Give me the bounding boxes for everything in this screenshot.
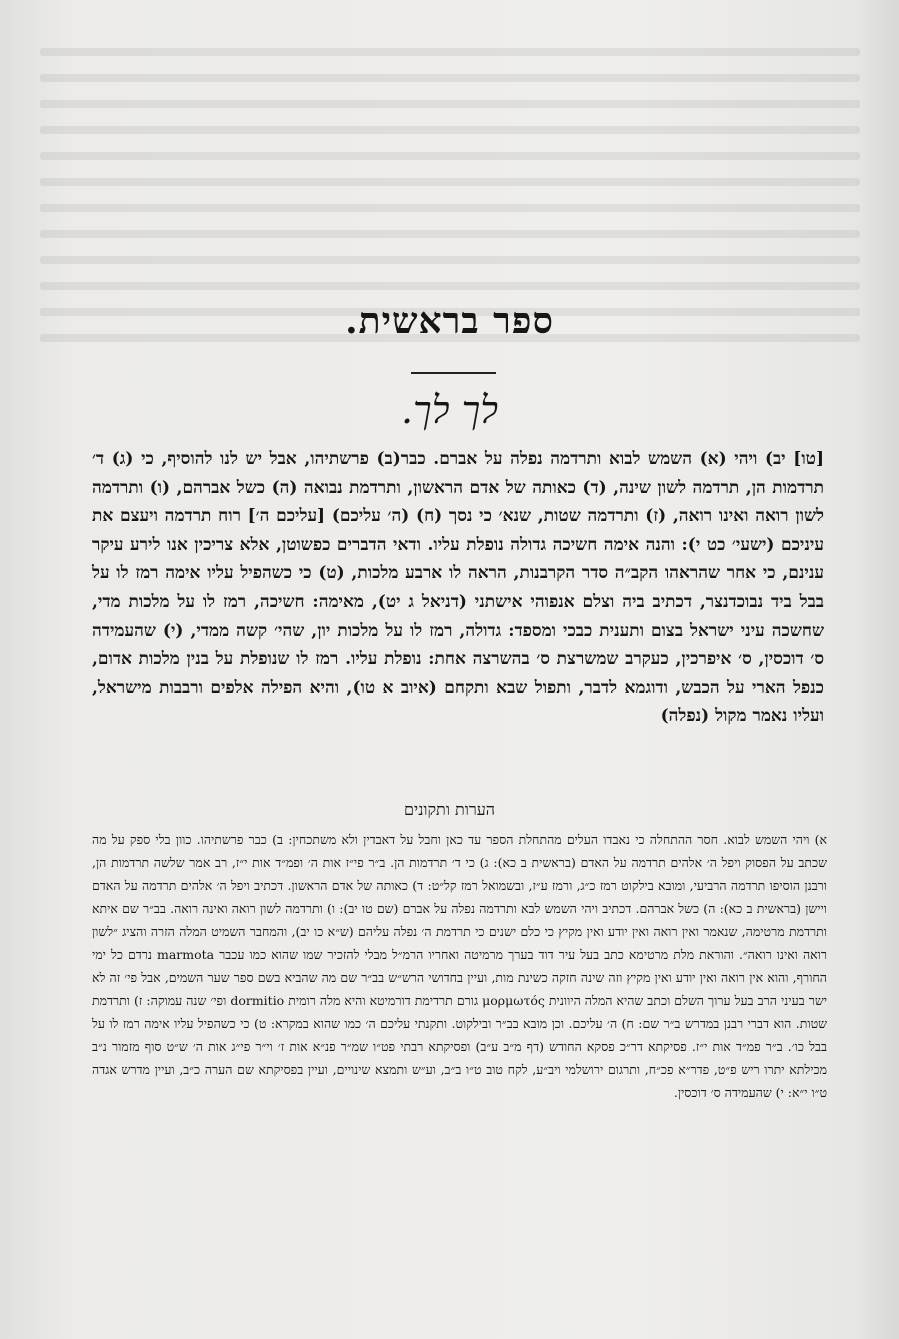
main-text <box>92 445 824 731</box>
page-edge-shadow <box>854 0 899 1339</box>
notes-heading: הערות ותקונים <box>404 800 495 819</box>
notes-section <box>92 828 827 1104</box>
main-paragraph: [טו] יב) ויהי (א) השמש לבוא ותרדמה נפלה על אברם. כבר(ב) פרשתיהו, אבל יש לנו להוסיף, כי (ג) ד׳ תרדמות הן, תרדמה לשון שינה, (ד) כאותה של אדם הראשון, ותרדמת נבואה (ה) כשל אברהם, (ו) ותרדמה לשון רואה ואינו רואה, (ז) ותרדמה שטות, שנא׳ כי נסך (ח) (ה׳ עליכם) [עליכם ה׳] רוח תרדמה ויעצם את עיניכם (ישעי׳ כט י): והנה אימה חשיכה גדולה נופלת עליו. ודאי הדברים כפשוטן, אלא צריכין אנו לירע עיקר ענינם, כי אחר שהראהו הקב״ה סדר הקרבנות, הראה לו ארבע מלכות, (ט) כי כשהפיל עליו אימה רמז לו על בבל ביד נבוכדנצר, דכתיב ביה וצלם אנפוהי אישתני (דניאל ג יט), מאימה: חשיכה, רמז לו על מלכות מדי, שחשכה עיני ישראל בצום ותענית כבכי ומספד: גדולה, רמז לו על מלכות יון, שהי׳ קשה ממדי, (י) שהעמידה ס׳ דוכסין, ס׳ איפרכין, כעקרב שמשרצת ס׳ בהשרצה אחת: נופלת עליו. רמז לו שנופלת על בנין מלכות אדום, כנפל הארי על הכבש, ודוגמא לדבר, ותפול שבא ותקחם (איוב א טו), והיא הפילה אלפים ורבבות מישראל, ועליו נאמר מקול (נפלה) <box>92 449 824 727</box>
book-title: ספר בראשית. <box>345 300 554 342</box>
parasha-title: לך לך. <box>400 388 499 432</box>
title-divider <box>411 372 496 374</box>
notes-paragraph: א) ויהי השמש לבוא. חסר ההתחלה כי נאבדו העלים מהתחלת הספר עד כאן וחבל על דאבדין ולא משתכחין: ב) כבר פרשתיהו. כוון בלי ספק על מה שכתב על הפסוק ויפל ה׳ אלהים תרדמה על האדם (בראשית ב כא): ג) כי ד׳ תרדמות הן. ב״ר פי״ז אות ה׳ ופמ״ד אות י״ז, רב אמר שלשה תרדמות הן, ורבנן הוסיפו תרדמה הרביעי, ומובא בילקוט רמז כ״ג, ורמז ע״ז, ובשמואל רמז קל״ט: ד) כאותה של אדם הראשון. דכתיב ויפל ה׳ אלהים תרדמה על האדם ויישן (בראשית ב כא): ה) כשל אברהם. דכתיב ויהי השמש לבא ותרדמה נפלה על אברם (שם טו יב): ו) ותרדמה לשון רואה ואינה רואה. בב״ר שם איתא ותרדמת מרטימה, שנאמר ואין רואה ואין יודע ואין מקיץ כי כלם ישנים כי תרדמת ה׳ נפלה עליהם (ש״א כו יב), והמחבר השמיט המלה הזרה והציג ״לשון רואה ואינו רואה״. והוראת מלת מרטימא כתב בעל עיר דוד בערך מרמיטה ואחריו הרמ״ל מבלי להזכיר שמו שהוא כמו עכבר marmota נרדם כל ימי החורף, והוא אין רואה ואין יודע ואין מקיץ וזה שינה חזקה כשינת מות, ועיין בחדושי הרש״ש בב״ר שם מה שהביא בשם ספר שער השמים, אבל פי׳ זה לא ישר בעיני הרב בעל ערוך השלם וכתב שהיא המלה היוונית μορμωτός גורם תרדימת דורמיטא והיא מלה רומית dormitio ופי׳ שנה עמוקה: ז) ותרדמת שטות. הוא דברי רבנן במדרש ב״ר שם: ח) ה׳ עליכם. וכן מובא בב״ר ובילקוט. ותקנתי עליכם ה׳ כמו שהוא במקרא: ט) כי כשהפיל עליו אימה רמז לו על בבל כו׳. ב״ר פמ״ד אות י״ז. פסיקתא דר״כ פסקא החודש (דף מ״ב ע״ב) ופסיקתא רבתי פט״ו שמ״ר פנ״א אות ז׳ וי״ר פי״ג אות ה׳ ש״ט סוף מזמור נ״ב מכילתא יתרו ריש פ״ט, פדר״א פכ״ח, ותרגום ירושלמי ויב״ע, לקח טוב ט״ו ב״ב, וע״ש ותמצא שינויים, ועיין בפסיקתא שם הערה כ״ב, ועיין מדרש אגדה ט״ו י״א: י) שהעמידה ס׳ דוכסין. <box>92 832 828 1100</box>
